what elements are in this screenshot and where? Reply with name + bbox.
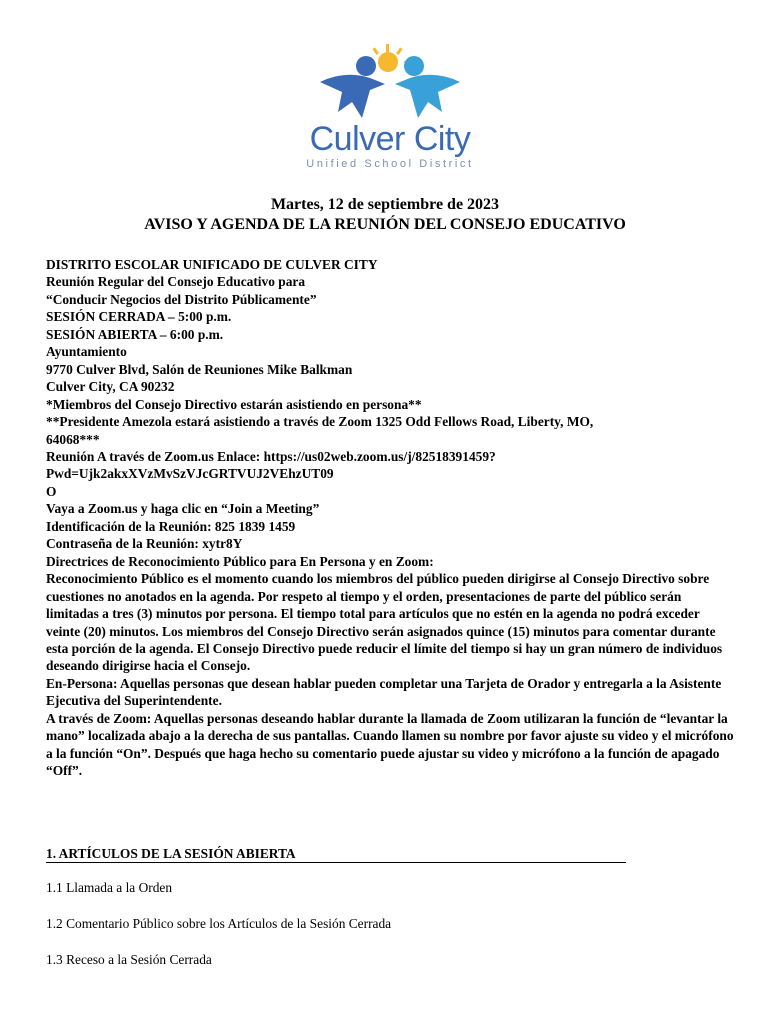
public-recognition-paragraph: Reconocimiento Público es el momento cuando los miembros del público pueden dirigirse al Consejo Directivo sobre cuestiones no anotados en la agenda. Por respeto al tiempo y el orden, presentaciones de parte del público serán limitadas a tres (3) minutos por persona. El tiempo total para artículos que no estén en la agenda no podrá exceder veinte (20) minutos. Los miembros del Consejo Directivo serán asignados quince (15) minutos para comentar durante esta porción de la agenda. El Consejo Directivo puede reducir el límite del tiempo si hay un gran número de individuos deseando dirigirse hacia el Consejo.	[46, 571, 723, 674]
zoom-link[interactable]: Reunión A través de Zoom.us Enlace: https://us02web.zoom.us/j/82518391459?	[46, 448, 496, 464]
section-heading: 1. ARTÍCULOS DE LA SESIÓN ABIERTA	[46, 846, 626, 863]
page-title: AVISO Y AGENDA DE LA REUNIÓN DEL CONSEJO EDUCATIVO	[144, 216, 626, 233]
zoom-password-link[interactable]: Pwd=Ujk2akxXVzMvSzVJcGRTVUJ2VEhzUT09	[46, 466, 334, 482]
agenda-item: 1.1 Llamada a la Orden	[46, 880, 173, 895]
detail-line: 64068***	[46, 431, 100, 447]
detail-line: Directrices de Reconocimiento Público para En Persona y en Zoom:	[46, 553, 434, 569]
detail-line: Ayuntamiento	[46, 344, 127, 360]
agenda-item: 1.2 Comentario Público sobre los Artículos de la Sesión Cerrada	[46, 916, 392, 931]
logo-name: Culver City	[309, 120, 471, 158]
detail-line: Identificación de la Reunión: 825 1839 1459	[46, 518, 296, 534]
detail-line: Culver City, CA 90232	[46, 379, 175, 395]
in-person-paragraph: En-Persona: Aquellas personas que desean hablar pueden completar una Tarjeta de Orador y entregarla a la Asistente Ejecutiva del Superintendente.	[46, 675, 722, 709]
detail-line: SESIÓN CERRADA – 5:00 p.m.	[46, 309, 232, 325]
detail-line: Reunión Regular del Consejo Educativo para	[46, 274, 306, 290]
meeting-details	[46, 256, 736, 780]
meeting-date: Martes, 12 de septiembre de 2023	[270, 196, 500, 213]
zoom-paragraph: A través de Zoom: Aquellas personas deseando hablar durante la llamada de Zoom utilizaran la función de “levantar la mano” localizada abajo a la derecha de sus pantallas. Cuando llamen su nombre por favor ajuste su video y el micrófono a la función “On”. Después que haga hecho su comentario puede ajustar su video y micrófono a la función de apagado “Off”.	[46, 710, 734, 779]
detail-line: DISTRITO ESCOLAR UNIFICADO DE CULVER CITY	[46, 257, 378, 272]
detail-line: Vaya a Zoom.us y haga clic en “Join a Meeting”	[46, 501, 320, 517]
logo-subtitle: Unified School District	[306, 158, 474, 170]
detail-line: Contraseña de la Reunión: xytr8Y	[46, 536, 243, 552]
logo-stars-icon	[290, 40, 490, 130]
detail-line: **Presidente Amezola estará asistiendo a través de Zoom 1325 Odd Fellows Road, Liberty, MO,	[46, 414, 594, 430]
detail-line: “Conducir Negocios del Distrito Públicamente”	[46, 291, 317, 307]
detail-line: 9770 Culver Blvd, Salón de Reuniones Mike Balkman	[46, 361, 353, 377]
district-logo	[290, 40, 490, 180]
detail-line: SESIÓN ABIERTA – 6:00 p.m.	[46, 326, 224, 342]
detail-line: O	[46, 483, 57, 499]
detail-line: *Miembros del Consejo Directivo estarán asistiendo en persona**	[46, 396, 422, 412]
agenda-item: 1.3 Receso a la Sesión Cerrada	[46, 952, 212, 967]
